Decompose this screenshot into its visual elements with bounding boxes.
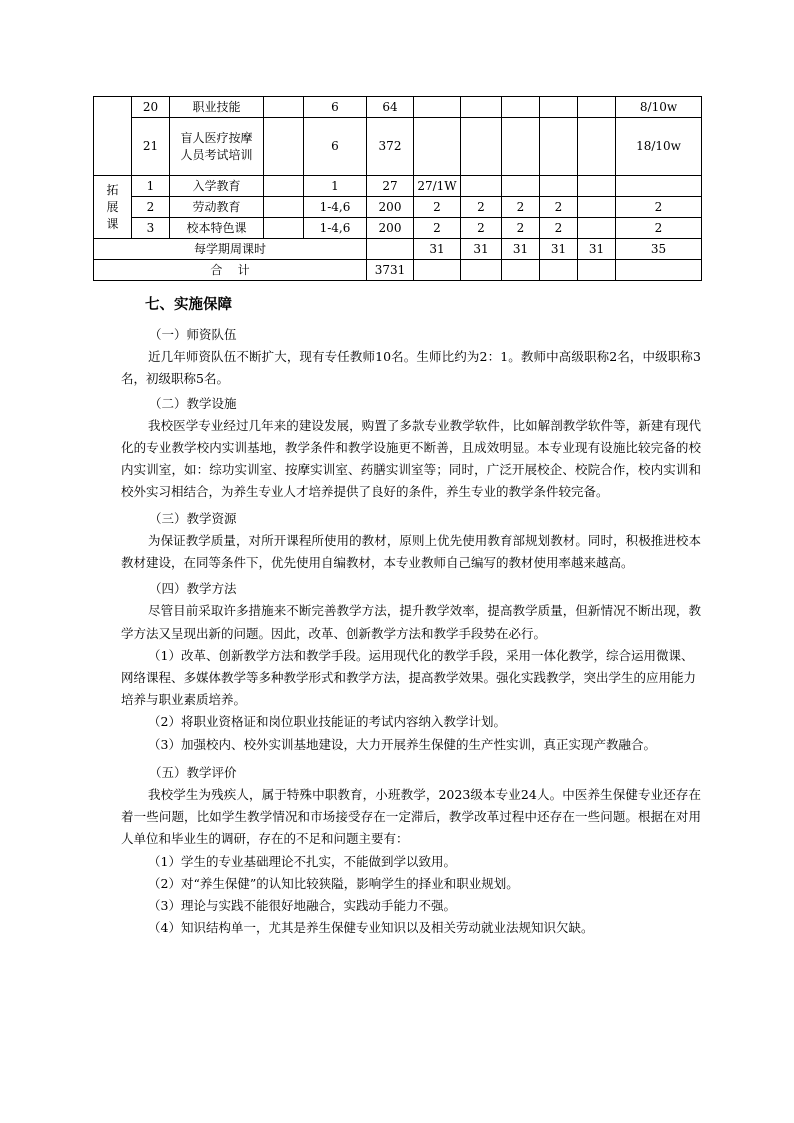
group-cell-expansion: 拓展课: [94, 176, 132, 239]
section-title: 七、实施保障: [145, 297, 232, 313]
course-name: 盲人医疗按摩人员考试培训: [170, 118, 264, 176]
course-name: 职业技能: [170, 97, 264, 118]
table-row: 21 盲人医疗按摩人员考试培训 6 372 18/10w: [94, 118, 702, 176]
table-row: 20 职业技能 6 64 8/10w: [94, 97, 702, 118]
paragraph: 我校学生为残疾人，属于特殊中职教育，小班教学，2023级本专业24人。中医养生保健专业还存在着一些问题，比如学生教学情况和市场接受存在一定滞后，教学改革过程中还存在一些问题。根据在对用人单位和毕业生的调研，存在的不足和问题主要有：: [121, 787, 701, 847]
list-item: （1）学生的专业基础理论不扎实，不能做到学以致用。: [148, 853, 456, 869]
subsection-title: （二）教学设施: [149, 395, 237, 411]
list-item: （3）理论与实践不能很好地融合，实践动手能力不强。: [148, 898, 456, 914]
subsection-title: （三）教学资源: [149, 510, 237, 526]
total-hours: 3731: [367, 260, 414, 281]
course-no: 3: [132, 218, 170, 239]
list-item: （3）加强校内、校外实训基地建设，大力开展养生保健的生产性实训，真正实现产教融合。: [148, 736, 656, 752]
weekly-label: 每学期周课时: [94, 239, 367, 260]
list-item: （1）改革、创新教学方法和教学手段。运用现代化的教学手段，采用一体化教学，综合运用微课、网络课程、多媒体教学等多种教学形式和教学方法，提高教学效果。强化实践教学，突出学生的应用能力培养与职业素质培养。: [121, 647, 697, 708]
curriculum-table: [93, 96, 702, 281]
paragraph: 为保证教学质量，对所开课程所使用的教材，原则上优先使用教育部规划教材。同时，积极推进校本教材建设，在同等条件下，优先使用自编教材，本专业教师自己编写的教材使用率越来越高。: [121, 532, 701, 571]
hours: 200: [367, 197, 414, 218]
semester: 6: [304, 97, 367, 118]
paragraph: 尽管目前采取许多措施来不断完善教学方法，提升教学效率，提高教学质量，但新情况不断出现，教学方法又呈现出新的问题。因此，改革、创新教学方法和教学手段势在必行。: [121, 603, 701, 641]
course-name: 入学教育: [170, 176, 264, 197]
hours: 64: [367, 97, 414, 118]
table-row: 2 劳动教育 1-4,6 200 2 2 2 2 2: [94, 197, 702, 218]
table-row: 拓展课 1 入学教育 1 27 27/1W: [94, 176, 702, 197]
course-no: 1: [132, 176, 170, 197]
hours: 372: [367, 118, 414, 176]
subsection-title: （四）教学方法: [149, 581, 237, 597]
semester: 1-4,6: [304, 197, 367, 218]
group-cell: [94, 97, 132, 176]
list-item: （2）将职业资格证和岗位职业技能证的考试内容纳入教学计划。: [148, 714, 506, 730]
list-item: （2）对“养生保健”的认知比较狭隘，影响学生的择业和职业规划。: [148, 875, 519, 891]
course-no: 2: [132, 197, 170, 218]
paragraph: 我校医学专业经过几年来的建设发展，购置了多款专业教学软件，比如解剖教学软件等，新建有现代化的专业教学校内实训基地，教学条件和教学设施更不断善，且成效明显。本专业现有设施比较完备的校内实训室，如：综功实训室、按摩实训室、药膳实训室等；同时，广泛开展校企、校院合作，校内实训和校外实习相结合，为养生专业人才培养提供了良好的条件，养生专业的教学条件较完备。: [121, 417, 701, 500]
semester: 1-4,6: [304, 218, 367, 239]
course-no: 21: [132, 118, 170, 176]
semester: 1: [304, 176, 367, 197]
table-row: 3 校本特色课 1-4,6 200 2 2 2 2 2: [94, 218, 702, 239]
semester: 6: [304, 118, 367, 176]
course-name: 劳动教育: [170, 197, 264, 218]
subsection-title: （五）教学评价: [149, 764, 237, 780]
paragraph: 近几年师资队伍不断扩大，现有专任教师10名。生师比约为2：1。教师中高级职称2名，中级职称3名，初级职称5名。: [121, 349, 701, 387]
course-name: 校本特色课: [170, 218, 264, 239]
section-body: [121, 292, 701, 939]
subsection-title: （一）师资队伍: [149, 327, 237, 342]
hours: 27: [367, 176, 414, 197]
list-item: （4）知识结构单一，尤其是养生保健专业知识以及相关劳动就业法规知识欠缺。: [148, 920, 594, 936]
table-row-weekly: 每学期周课时 31 31 31 31 31 35: [94, 239, 702, 260]
table-row-total: [94, 260, 702, 281]
total-label: 合 计: [94, 260, 367, 281]
hours: 200: [367, 218, 414, 239]
course-no: 20: [132, 97, 170, 118]
